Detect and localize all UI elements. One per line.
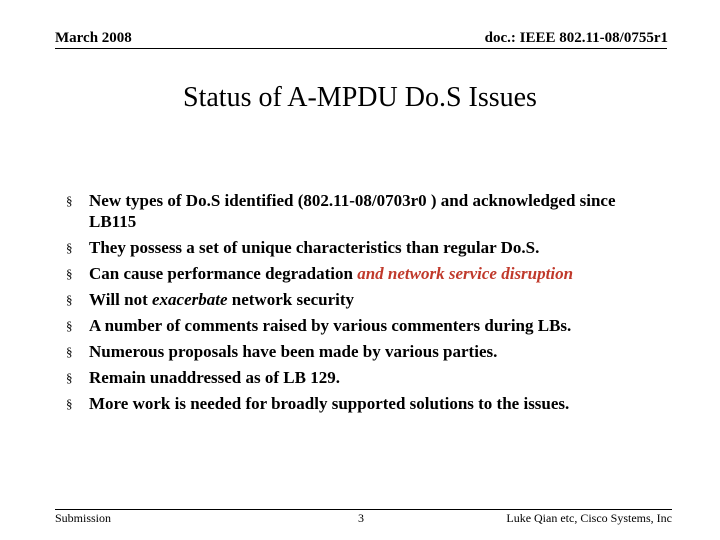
bullet-icon: § xyxy=(66,193,73,208)
bullet-item xyxy=(66,367,666,388)
bullet-icon: § xyxy=(66,292,73,307)
bullet-icon: § xyxy=(66,344,73,359)
bullet-text: New types of Do.S identified (802.11-08/0703r0 ) and acknowledged since LB115 xyxy=(89,191,616,231)
bullet-text: Remain unaddressed as of LB 129. xyxy=(89,368,340,387)
header-divider xyxy=(55,48,667,49)
bullet-icon: § xyxy=(66,318,73,333)
bullet-text-tail: network security xyxy=(227,290,355,309)
bullet-text: They possess a set of unique characteristics than regular Do.S. xyxy=(89,238,540,257)
bullet-icon: § xyxy=(66,266,73,281)
bullet-item xyxy=(66,237,666,258)
bullet-icon: § xyxy=(66,396,73,411)
bullet-item xyxy=(66,315,666,336)
bullet-text: Numerous proposals have been made by various parties. xyxy=(89,342,498,361)
bullet-item xyxy=(66,263,666,284)
slide-title: Status of A-MPDU Do.S Issues xyxy=(183,82,537,113)
bullet-list xyxy=(66,190,666,419)
bullet-highlight-text: and network service disruption xyxy=(357,264,574,283)
bullet-item xyxy=(66,341,666,362)
header-doc-id: doc.: IEEE 802.11-08/0755r1 xyxy=(484,30,668,46)
bullet-text: A number of comments raised by various commenters during LBs. xyxy=(89,316,572,335)
bullet-text: Will not xyxy=(89,290,152,309)
bullet-text: More work is needed for broadly supported solutions to the issues. xyxy=(89,394,570,413)
header-date: March 2008 xyxy=(55,30,132,46)
bullet-item xyxy=(66,190,666,232)
footer-submission: Submission xyxy=(55,511,112,525)
bullet-text: Can cause performance degradation xyxy=(89,264,358,283)
bullet-item xyxy=(66,393,666,414)
bullet-item xyxy=(66,289,666,310)
footer-page-number: 3 xyxy=(358,511,364,525)
footer-divider xyxy=(55,509,672,510)
bullet-icon: § xyxy=(66,240,73,255)
footer-author: Luke Qian etc, Cisco Systems, Inc xyxy=(506,511,672,525)
bullet-icon: § xyxy=(66,370,73,385)
bullet-emphasis-text: exacerbate xyxy=(151,290,228,309)
